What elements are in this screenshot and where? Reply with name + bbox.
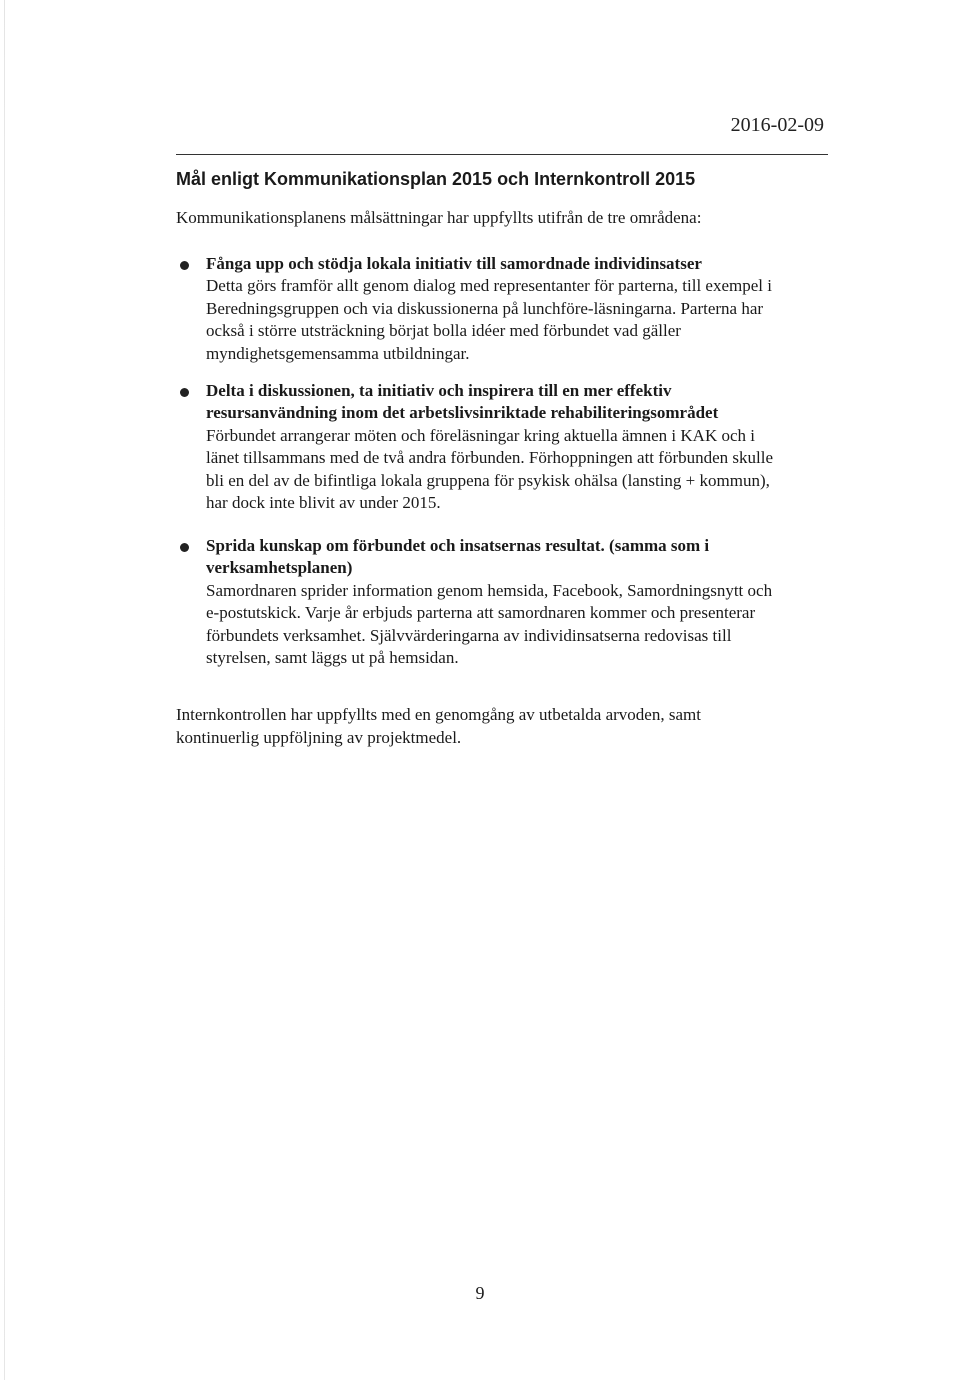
list-item-text [206,380,781,514]
list-item-title: Sprida kunskap om förbundet och insatsernas resultat. (samma som i verksamhetsplanen) [206,536,710,578]
list-item-text [206,253,781,365]
closing-paragraph: Internkontrollen har uppfyllts med en genomgång av utbetalda arvoden, samt kontinuerlig uppföljning av projektmedel. [176,705,701,747]
list-item-title: Delta i diskussionen, ta initiativ och inspirera till en mer effektiv resursanvändning inom det arbetslivsinriktade rehabiliteringsområdet [206,381,719,423]
scan-edge [4,0,5,1380]
list-item [176,535,781,669]
header-rule [176,154,828,155]
bullet-icon [180,388,189,397]
list-item [176,380,781,514]
list-item-text [206,535,781,669]
bullet-icon [180,261,189,270]
document-date: 2016-02-09 [730,114,824,136]
page-number: 9 [475,1283,485,1303]
list-item-body: Detta görs framför allt genom dialog med representanter för parterna, till exempel i Beredningsgruppen och via diskussionerna på lunchföre-läsningarna. Parterna har också i större utsträckning börjat bolla idéer med förbundet vad gäller myndighetsgemensamma utbildningar. [206,276,772,363]
intro-paragraph: Kommunikationsplanens målsättningar har uppfyllts utifrån de tre områdena: [176,208,702,227]
list-item-title: Fånga upp och stödja lokala initiativ till samordnade individinsatser [206,254,702,273]
list-item-body: Förbundet arrangerar möten och föreläsningar kring aktuella ämnen i KAK och i länet tillsammans med de två andra förbunden. Förhoppningen att förbunden skulle bli en del av de bifintliga lokala gruppena för psykisk ohälsa (lansting + kommun), har dock inte blivit av under 2015. [206,425,774,513]
list-item [176,253,781,365]
list-item-body: Samordnaren sprider information genom hemsida, Facebook, Samordningsnytt och e-postutskick. Varje år erbjuds parterna att samordnaren kommer och presenterar förbundets verksamhet. Självvärderingarna av individinsatserna redovisas till styrelsen, samt läggs ut på hemsidan. [206,580,773,668]
bullet-icon [180,543,189,552]
page-heading: Mål enligt Kommunikationsplan 2015 och Internkontroll 2015 [176,169,696,189]
